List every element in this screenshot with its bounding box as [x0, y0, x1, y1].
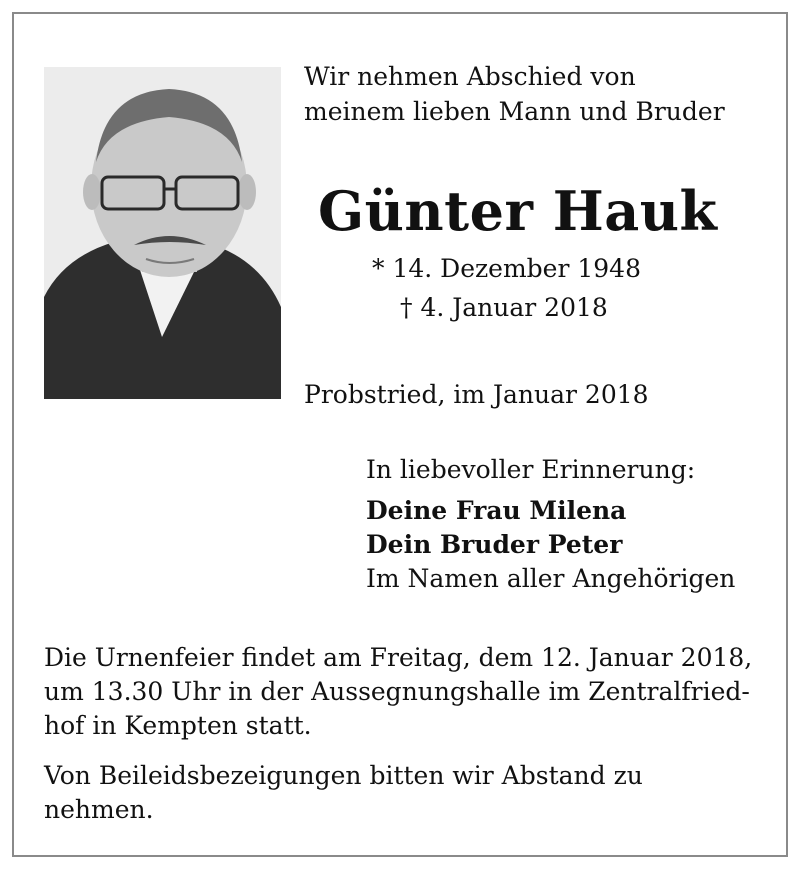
deceased-name: Günter Hauk [318, 179, 718, 243]
ceremony-line: hof in Kempten statt. [44, 711, 312, 740]
death-date: † 4. Januar 2018 [400, 293, 608, 322]
birth-date: * 14. Dezember 1948 [372, 254, 641, 283]
signer-family: Im Namen aller Angehörigen [366, 564, 736, 593]
signer-wife: Deine Frau Milena [366, 496, 627, 525]
signer-brother: Dein Bruder Peter [366, 530, 623, 559]
condolence-paragraph [44, 759, 643, 827]
ceremony-line: Die Urnenfeier findet am Freitag, dem 12. Januar 2018, [44, 643, 753, 672]
remembrance-heading: In liebevoller Erinnerung: [366, 455, 696, 484]
intro-line-2: meinem lieben Mann und Bruder [304, 97, 725, 126]
condolence-line: Von Beileidsbezeigungen bitten wir Abstand zu [44, 761, 643, 790]
ceremony-line: um 13.30 Uhr in der Aussegnungshalle im Zentralfried- [44, 677, 750, 706]
ceremony-paragraph [44, 641, 752, 743]
condolence-line: nehmen. [44, 795, 154, 824]
place-date: Probstried, im Januar 2018 [304, 380, 649, 409]
portrait-illustration [44, 67, 281, 399]
intro-line-1: Wir nehmen Abschied von [304, 62, 636, 91]
portrait-photo [44, 67, 281, 399]
